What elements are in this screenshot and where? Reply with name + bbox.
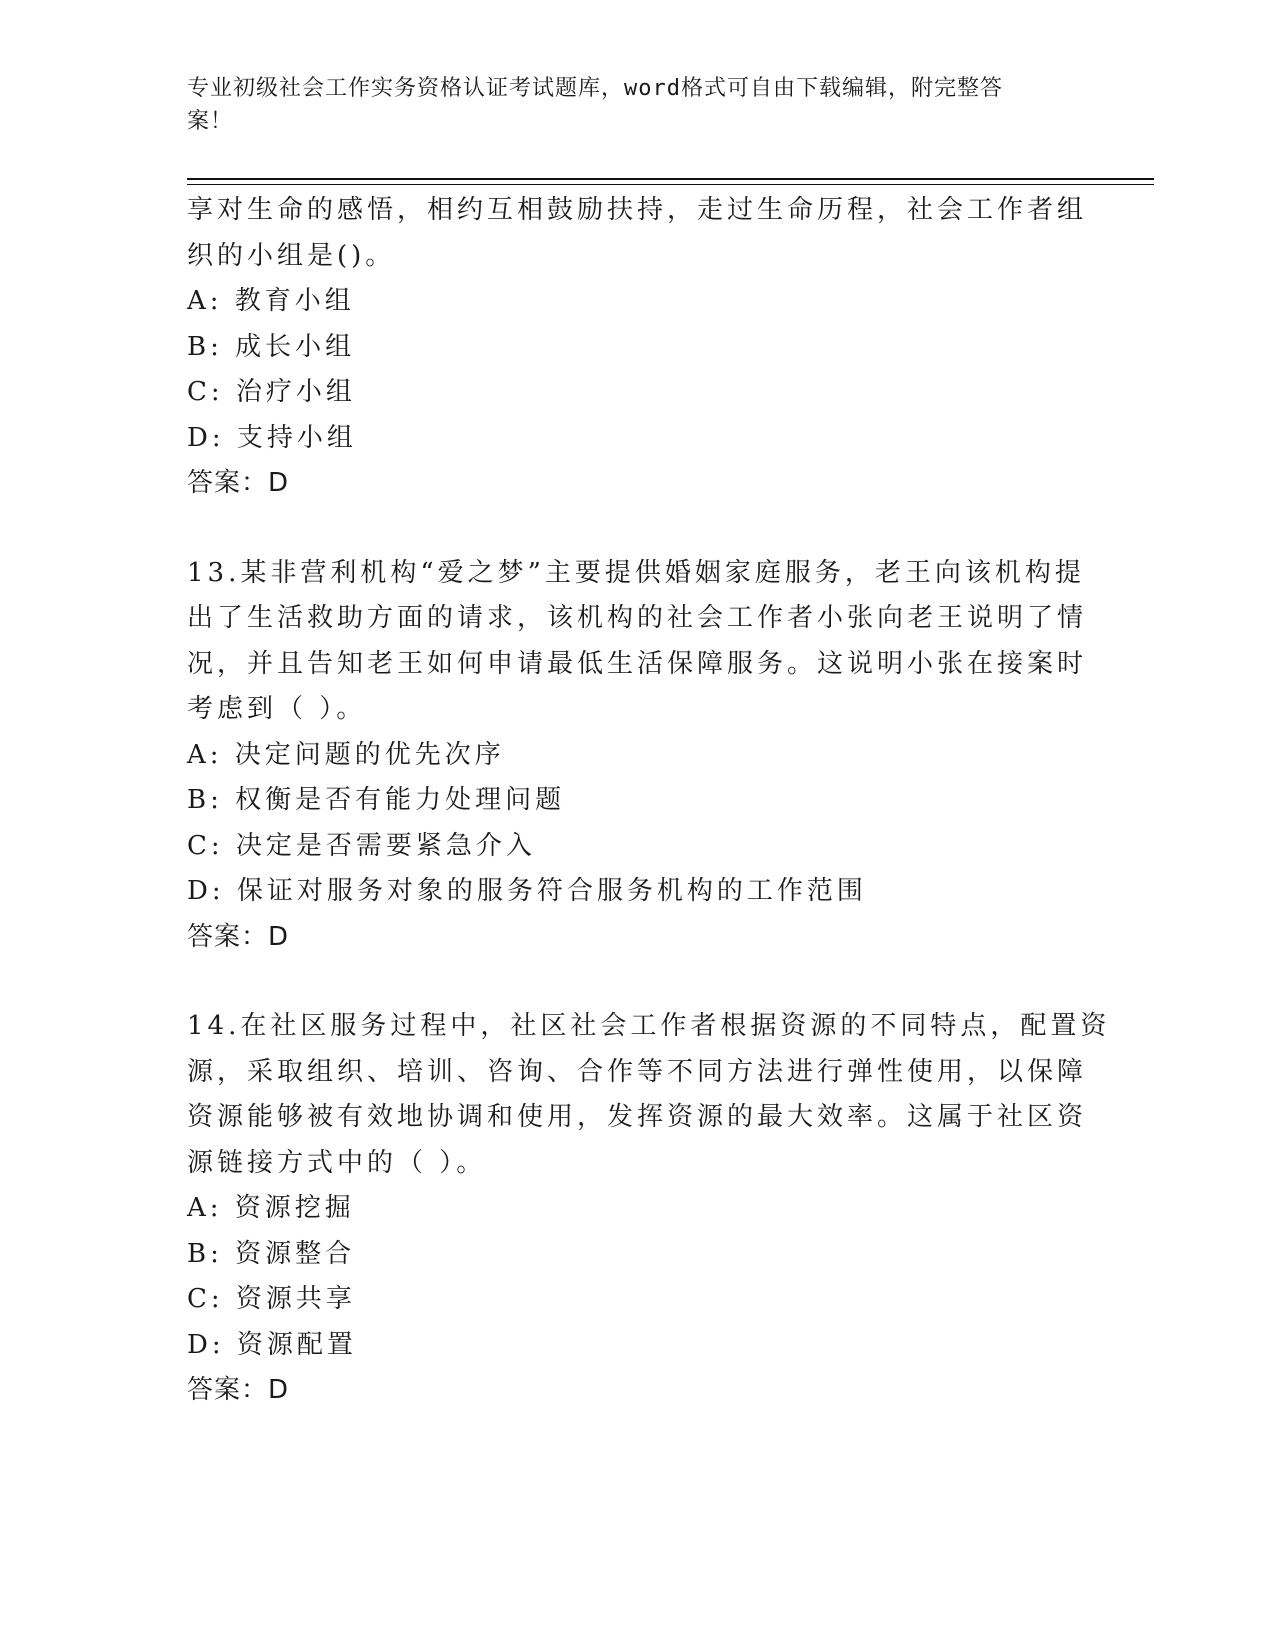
spacer [187, 960, 1087, 1004]
option-d: D: 保证对服务对象的服务符合服务机构的工作范围 [187, 876, 867, 906]
answer-line: 答案：D [187, 1375, 290, 1405]
question-stem-line: 考虑到（ ）。 [187, 694, 367, 724]
option-b: B: 成长小组 [187, 331, 356, 362]
option-b: B: 权衡是否有能力处理问题 [187, 785, 566, 815]
option-a: A: 决定问题的优先次序 [187, 739, 505, 770]
header-line-1: 专业初级社会工作实务资格认证考试题库，word格式可自由下载编辑，附完整答 [187, 76, 1003, 101]
option-c: C: 治疗小组 [187, 377, 356, 407]
page-header [187, 72, 1067, 138]
document-body [187, 188, 1111, 1414]
option-c: C: 资源共享 [187, 1284, 356, 1314]
question-stem-line: 源，采取组织、培训、咨询、合作等不同方法进行弹性使用，以保障 [187, 1056, 1088, 1087]
question-stem-line: 况，并且告知老王如何申请最低生活保障服务。这说明小张在接案时 [187, 648, 1088, 679]
answer-line: 答案：D [187, 468, 290, 498]
spacer [187, 507, 1087, 551]
question-13 [187, 551, 1087, 961]
option-a: A: 教育小组 [187, 286, 355, 316]
question-stem-line: 织的小组是()。 [187, 240, 396, 271]
question-14 [187, 1004, 1111, 1414]
header-line-2: 案！ [187, 109, 234, 134]
question-stem-line: 源链接方式中的（ ）。 [187, 1147, 487, 1178]
option-d: D: 资源配置 [187, 1329, 357, 1360]
option-d: D: 支持小组 [187, 422, 357, 453]
answer-line: 答案：D [187, 921, 290, 952]
header-rule-double [187, 184, 1154, 185]
header-rule [187, 178, 1154, 180]
question-stem-line: 14.在社区服务过程中，社区社会工作者根据资源的不同特点，配置资 [187, 1011, 1111, 1041]
option-b: B: 资源整合 [187, 1238, 356, 1269]
question-stem-line: 资源能够被有效地协调和使用，发挥资源的最大效率。这属于社区资 [187, 1102, 1088, 1132]
option-c: C: 决定是否需要紧急介入 [187, 830, 536, 861]
question-12 [187, 188, 1087, 507]
question-stem-line: 13.某非营利机构“爱之梦”主要提供婚姻家庭服务，老王向该机构提 [187, 557, 1085, 588]
option-a: A: 资源挖掘 [187, 1193, 355, 1223]
question-stem-line: 出了生活救助方面的请求，该机构的社会工作者小张向老王说明了情 [187, 603, 1088, 633]
question-stem-line: 享对生命的感悟，相约互相鼓励扶持，走过生命历程，社会工作者组 [187, 195, 1088, 225]
